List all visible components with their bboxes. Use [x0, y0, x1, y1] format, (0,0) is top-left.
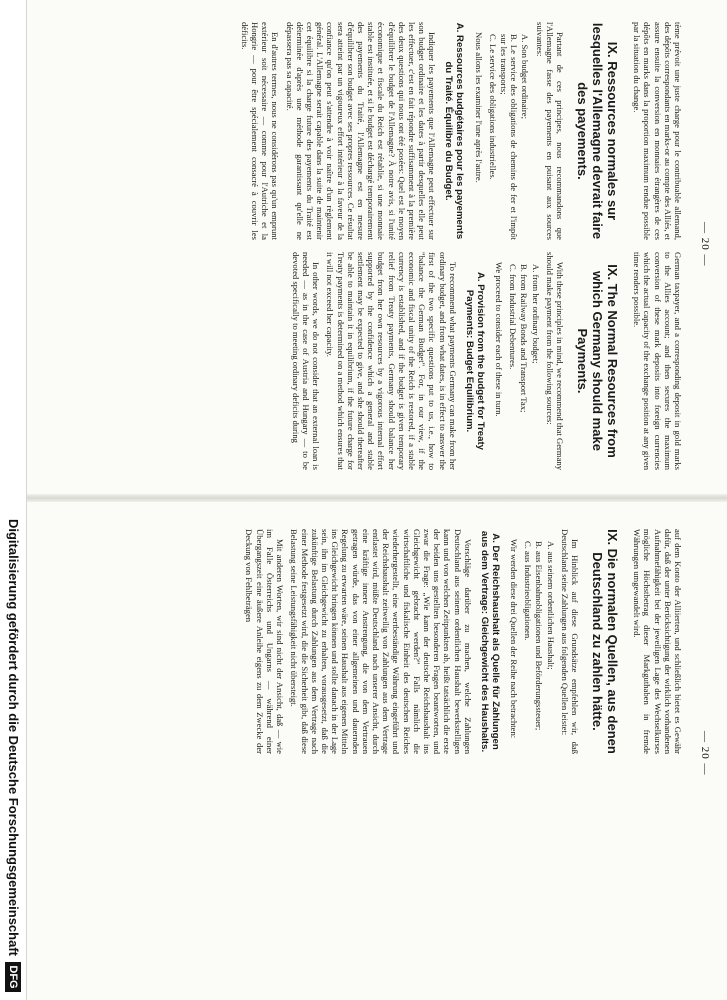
list-item: A. Son budget ordinaire; — [520, 34, 531, 119]
paragraph: We proceed to consider each of these in turn. — [493, 262, 504, 417]
right-page — [37, 505, 727, 1000]
list-item: A. from her ordinary budget; — [530, 264, 541, 364]
paragraph: Nous allons les examiner l'une après l'autre. — [473, 32, 484, 183]
english-column — [287, 252, 683, 470]
left-page — [37, 0, 727, 490]
list-item: B. aus Eisenbahnobligationen und Beförderungssteuer; — [534, 541, 545, 731]
paragraph: Partant de ces principes, nous recommandons que l'Allemagne fasse des payements en puisant aux sources suivantes: — [534, 22, 565, 240]
list-item: C. Le service des obligations industrielles. — [487, 34, 498, 180]
german-column — [240, 529, 683, 754]
section-heading: IX. The Normal Resources from which Germany should make Payments. — [574, 264, 620, 458]
page-number: — 20 — — [699, 731, 711, 776]
section-heading: IX. Ressources normales sur lesquelles l'Allemagne devrait faire des payements. — [574, 22, 620, 240]
dfg-logo: DFG — [5, 962, 21, 992]
subsection-heading: A. Provision from the budget for Treaty Payments: Budget Equilibrium. — [463, 271, 486, 451]
paragraph: German taxpayer, and a corresponding deposit in gold marks to the Allies account; and then secures the maximum conversion of these mark deposits into foreign currencies which the actual capacity of the exchange position at any given time renders possible. — [632, 252, 683, 470]
paragraph: tème prévoit une juste charge pour le contribuable allemand, des dépôts correspondants en marks-or au compte des Alliés, et assure ensuite la conversion en monnaies étrangères de ces dépôts en marks dans la proportion maximum rendue possible par la situation du change. — [632, 22, 683, 240]
paragraph: En d'autres termes, nous ne considérons pas qu'un emprunt extérieur soit nécessaire — comme pour l'Autriche et la Hongrie — pour être spécialement consacré à couvrir les déficits. — [239, 22, 281, 240]
paragraph: Vorschläge darüber zu machen, welche Zahlungen Deutschland aus seinem ordentlichen Haushalt bewerkstelligen kann und von welchen Zeitpunkten ab, heißt tatsächlich die erste der beiden uns gestellten besonderen Fragen beantworten, und zwar die Frage: „Wie kann der deutsche Reichshaushalt ins Gleichgewicht gebracht werden?" Falls nämlich die wirtschaftliche und fiskalische Einheit des deutschen Reiches wiederhergestellt, eine wertbeständige Währung eingeführt und der Reichshaushalt zeitweilig von Zahlungen aus dem Vertrage entlastet wird, müßte Deutschland nach unserer Ansicht, durch eine kräftige innere Anstrengung, die von dem Vertrauen getragen würde, das von einer allgemeinen und dauernden Regelung zu erwarten wäre, seinen Haushalt aus eigenen Mitteln ins Gleichgewicht bringen können und sollte danach in der Lage sein, ihn im Gleichgewicht zu erhalten, vorausgesetzt, daß die zukünftige Belastung durch Zahlungen aus dem Vertrage nach einer Methode festgesetzt wird, die die Sicherheit gibt, daß diese Belastung seine Leistungsfähigkeit nicht übersteigt. — [289, 529, 473, 754]
list-item: A. aus seinem ordentlichen Haushalt; — [545, 541, 556, 670]
paragraph: In other words, we do not consider that an external loan is needed — as in the case of Austria and Hungary — to be devoted specifically to meeting ordinary deficits during — [290, 252, 322, 470]
source-list — [508, 252, 541, 470]
book-spread — [37, 0, 727, 1000]
section-heading: IX. Die normalen Quellen, aus denen Deutschland zu zahlen hätte. — [589, 529, 620, 754]
paragraph: With these principles in mind, we recommend that Germany should make payment from the following sources: — [544, 252, 565, 470]
page-number: — 20 — — [699, 222, 711, 267]
paragraph: auf dem Konto der Alliierten, und schließlich bietet es Gewähr dafür, daß der unter Berücksichtigung der wirklich vorhandenen Aufnahmefähigkeit bei der jeweiligen Lage des Wechselkurses mögliche Höchstbetrag dieser Markguthaben in fremde Währungen umgewandelt wird. — [632, 529, 683, 754]
list-item: B. Le service des obligations de chemins de fer et l'impôt sur les transports; — [498, 34, 520, 240]
source-list — [488, 22, 531, 240]
paragraph: Im Hinblick auf diese Grundsätze empfehlen wir, daß Deutschland seine Zahlungen aus folgenden Quellen leistet: — [559, 529, 580, 754]
book-gutter — [27, 494, 727, 502]
french-column — [236, 22, 684, 240]
paragraph: Indiquer les payements que l'Allemagne peut effectuer sur son budget ordinaire et les dates à partir desquelles elle peut les effectuer, c'est en fait répondre suffisamment à la première des deux questions qui nous ont été posées: Quel est le moyen d'équilibrer le budget de l'Allemagne? À notre avis, si l'unité économique et fiscale du Reich est rétablie, si une monnaie stable est instituée, et si le budget est déchargé temporairement des payements du Traité, l'Allemagne est en mesure d'équilibrer son budget avec ses propres ressources. Ce résultat sera atteint par un vigoureux effort intérieur à la faveur de la confiance qu'on peut s'attendre à voir naître d'un règlement général. L'Allemagne serait capable dans la suite de maintenir cet équilibre si la charge future des payements du Traité est déterminée d'après une méthode garantissant qu'elle ne dépassera pas sa capacité. — [284, 22, 438, 240]
digitization-banner — [0, 0, 27, 1000]
list-item: B. from Railway Bonds and Transport Tax; — [519, 264, 530, 413]
paragraph: Wir werden diese drei Quellen der Reihe nach betrachten: — [508, 539, 519, 739]
source-list — [523, 529, 556, 754]
paragraph: To recommend what payments Germany can make from her ordinary budget, and from what dates, is in effect to answer the first of the two specific questions put to us, i.e., how to "balance the German Budget". For, in our view, if the economic and fiscal unity of the Reich is restored, if a stable currency is established, and if the budget is given temporary relief from Treaty payments, Germany should balance her budget from her own resources by a vigorous internal effort supported by the confidence which a general and stable settlement may be expected to give, and she should thereafter be able to maintain it in equilibrium, if the future charge for Treaty payments is determined on a method which ensures that it will not exceed her capacity. — [325, 252, 458, 470]
subsection-heading: A. Der Reichshaushalt als Quelle für Zahlungen aus dem Vertrage: Gleichgewicht des Haushalts. — [478, 530, 501, 753]
list-item: C. from Industrial Debentures. — [508, 264, 519, 370]
paragraph: Mit anderen Worten, wir sind nicht der Ansicht, daß — wie im Falle Österreichs und Ungarns — während einer Übergangszeit eine äußere Anleihe eigens zu dem Zwecke der Deckung von Fehlbeträgen — [244, 529, 286, 754]
subsection-heading: A. Ressources budgétaires pour les payements du Traité. Équilibre du Budget. — [443, 22, 466, 240]
list-item: C. aus Industrieobligationen. — [523, 541, 534, 641]
banner-text: Digitalisierung gefördert durch die Deutsche Forschungsgemeinschaft — [6, 518, 21, 956]
